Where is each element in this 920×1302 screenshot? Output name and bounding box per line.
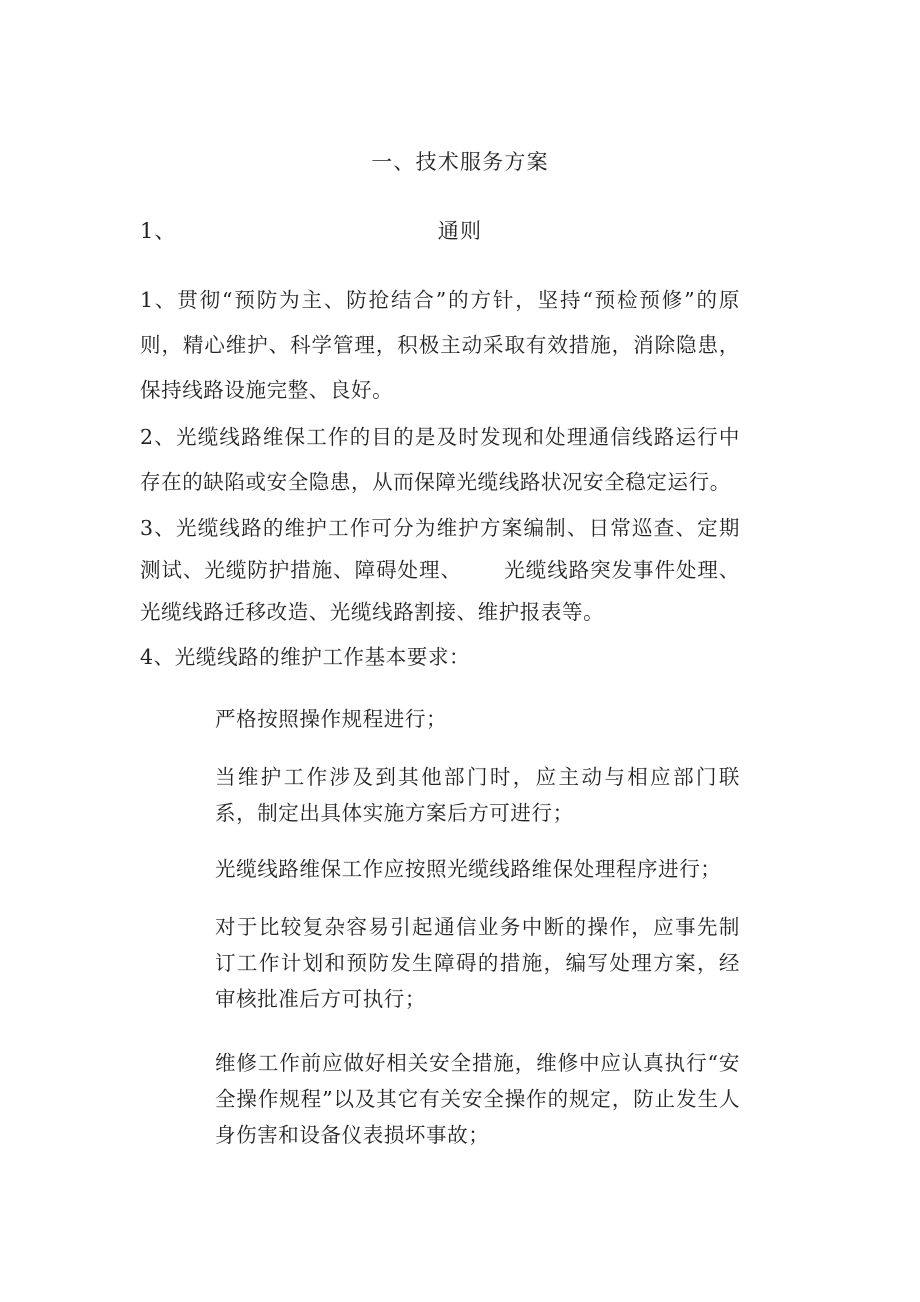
section-number: 1、	[140, 219, 177, 243]
page-title: 一、技术服务方案	[371, 150, 549, 174]
subitem-4: 对于比较复杂容易引起通信业务中断的操作，应事先制订工作计划和预防发生障碍的措施，编写处理方案，经审核批准后方可执行；	[215, 915, 740, 1011]
document-body	[140, 278, 740, 1153]
paragraph-3-part-a: 3、光缆线路的维护工作可分为维护方案编制、日常巡查、定期测试、光缆防护措施、障碍处理、	[140, 516, 740, 582]
subitem-5: 维修工作前应做好相关安全措施，维修中应认真执行“安全操作规程”以及其它有关安全操作的规定，防止发生人身伤害和设备仪表损坏事故；	[215, 1051, 740, 1147]
paragraph-1: 1、贯彻“预防为主、防抢结合”的方针，坚持“预检预修”的原则，精心维护、科学管理，积极主动采取有效措施，消除隐患，保持线路设施完整、良好。	[140, 288, 740, 402]
subitem-1: 严格按照操作规程进行；	[215, 706, 448, 731]
paragraph-4: 4、光缆线路的维护工作基本要求：	[140, 645, 471, 669]
paragraph-3-part-b: 光缆线路突发事件处理、光缆线路迁移改造、光缆线路割接、维护报表等。	[140, 558, 740, 624]
subitem-3: 光缆线路维保工作应按照光缆线路维保处理程序进行；	[215, 857, 722, 881]
section-name: 通则	[437, 219, 483, 243]
section-heading-row	[140, 215, 780, 245]
subitem-list	[215, 701, 740, 1154]
paragraph-3	[140, 507, 740, 633]
subitem-2: 当维护工作涉及到其他部门时，应主动与相应部门联系，制定出具体实施方案后方可进行；	[215, 764, 740, 825]
paragraph-2: 2、光缆线路维保工作的目的是及时发现和处理通信线路运行中存在的缺陷或安全隐患，从而保障光缆线路状况安全稳定运行。	[140, 425, 740, 494]
